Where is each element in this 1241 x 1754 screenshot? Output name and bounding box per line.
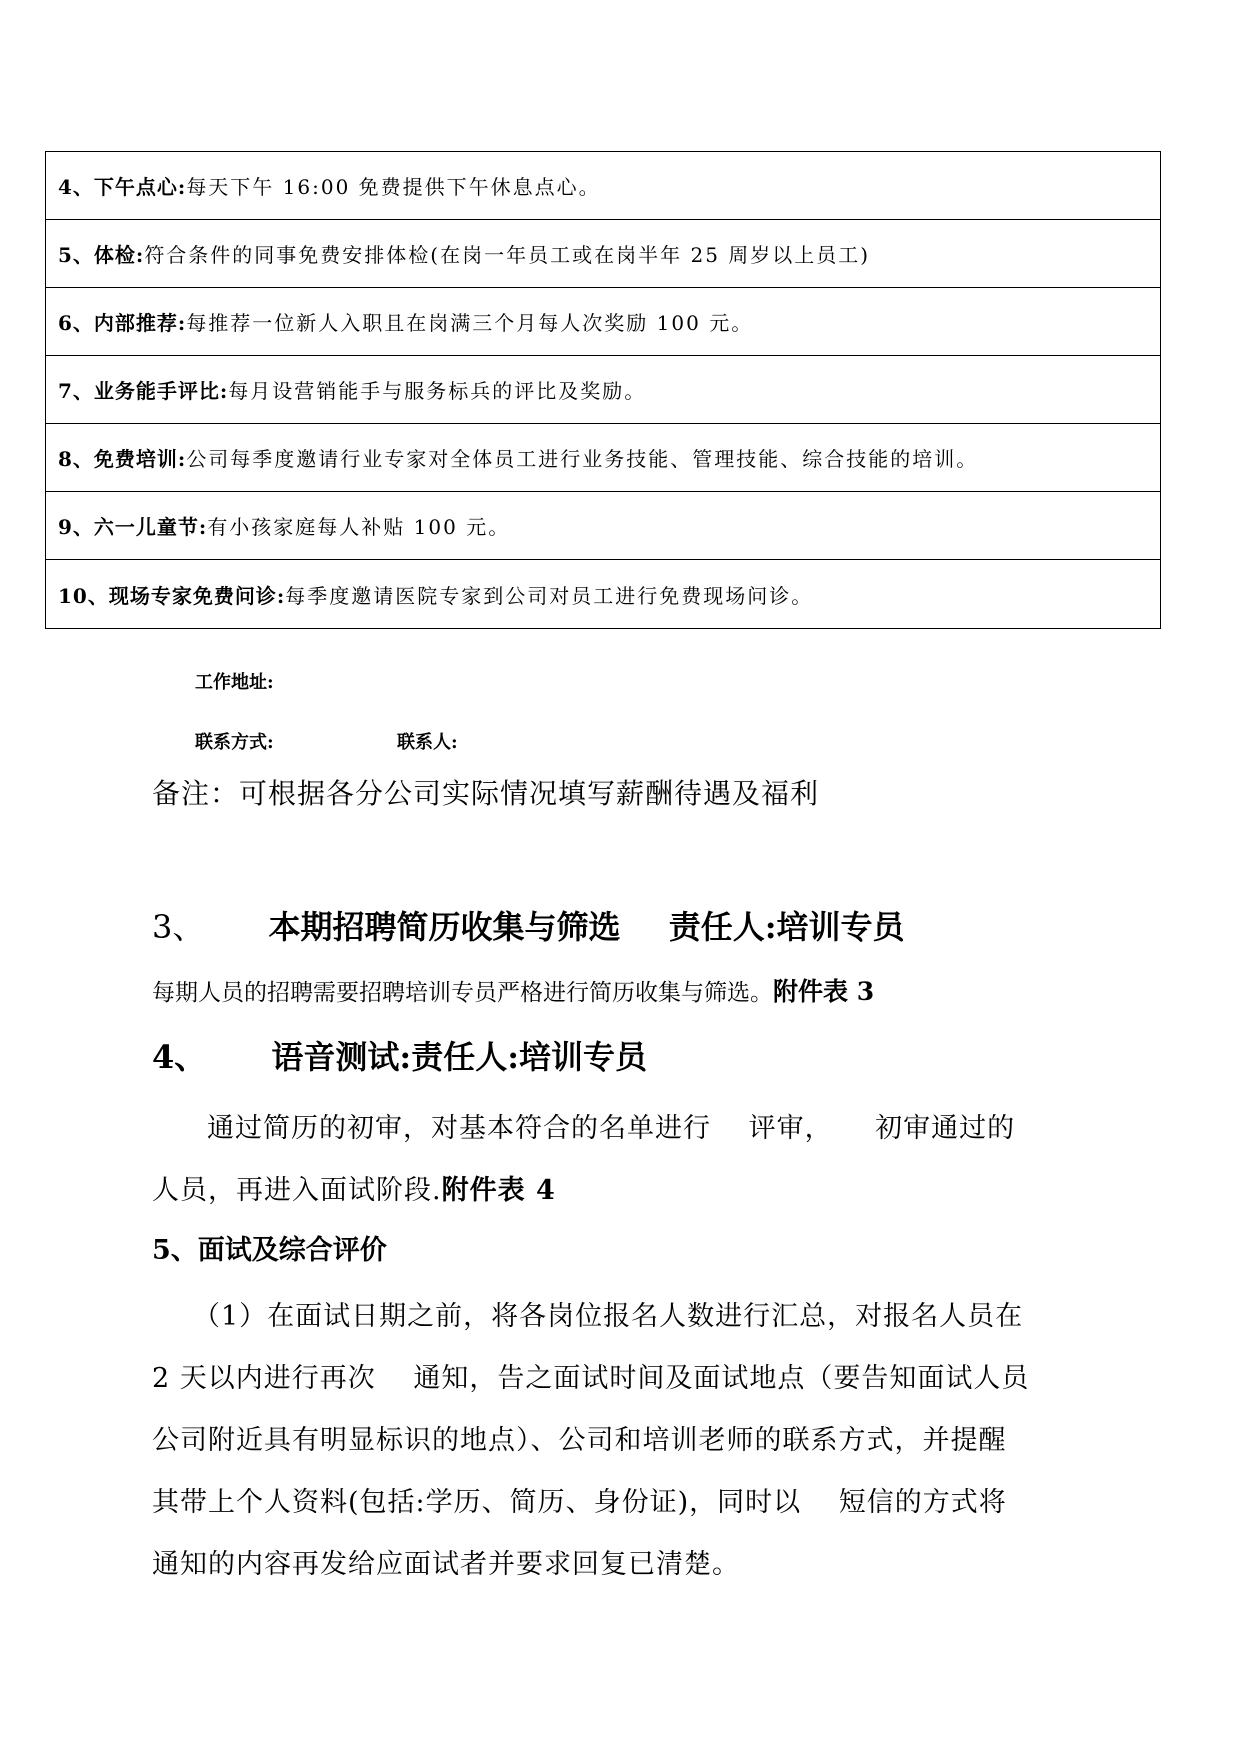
contact-person-label: 联系人: bbox=[397, 732, 458, 753]
section-5-line: 公司附近具有明显标识的地点）、公司和培训老师的联系方式，并提醒 bbox=[152, 1425, 1007, 1456]
section-3-title: 本期招聘简历收集与筛选 bbox=[268, 908, 621, 946]
benefit-row bbox=[46, 356, 1160, 424]
contact-method-label: 联系方式: bbox=[195, 732, 274, 753]
benefit-text: 公司每季度邀请行业专家对全体员工进行业务技能、管理技能、综合技能的培训。 bbox=[186, 447, 979, 471]
section-5-line: 通知的内容再发给应面试者并要求回复已清楚。 bbox=[152, 1549, 740, 1580]
benefit-text: 每推荐一位新人入职且在岗满三个月每人次奖励 100 元。 bbox=[186, 311, 754, 335]
benefit-label: 4、下午点心: bbox=[58, 175, 187, 199]
section-3-text: 每期人员的招聘需要招聘培训专员严格进行简历收集与筛选。 bbox=[152, 980, 773, 1006]
benefit-row bbox=[46, 220, 1160, 288]
section-3-number: 3、 bbox=[152, 908, 205, 946]
section-4-attachment: 附件表 4 bbox=[441, 1175, 556, 1206]
section-5-line: 其带上个人资料(包括:学历、简历、身份证)，同时以 短信的方式将 bbox=[152, 1487, 1007, 1518]
benefit-row bbox=[46, 288, 1160, 356]
benefit-label: 5、体检: bbox=[58, 243, 145, 267]
remark-note: 备注：可根据各分公司实际情况填写薪酬待遇及福利 bbox=[152, 777, 820, 810]
section-4-heading bbox=[152, 1032, 647, 1078]
section-3-attachment: 附件表 3 bbox=[773, 977, 875, 1006]
benefit-row bbox=[46, 152, 1160, 220]
section-3-heading bbox=[152, 902, 905, 948]
section-5-line: （1）在面试日期之前，将各岗位报名人数进行汇总，对报名人员在 bbox=[193, 1301, 1024, 1332]
benefit-text: 符合条件的同事免费安排体检(在岗一年员工或在岗半年 25 周岁以上员工) bbox=[144, 243, 871, 267]
section-5-line: 2 天以内进行再次 通知，告之面试时间及面试地点（要告知面试人员 bbox=[152, 1363, 1030, 1394]
benefit-row bbox=[46, 560, 1160, 628]
section-4-title: 语音测试:责任人:培训专员 bbox=[271, 1038, 648, 1076]
benefit-text: 每月设营销能手与服务标兵的评比及奖励。 bbox=[228, 379, 647, 403]
benefit-label: 7、业务能手评比: bbox=[58, 379, 229, 403]
benefit-label: 10、现场专家免费问诊: bbox=[58, 583, 286, 608]
benefit-row bbox=[46, 424, 1160, 492]
benefit-row bbox=[46, 492, 1160, 560]
section-5-heading: 5、面试及综合评价 bbox=[152, 1235, 387, 1266]
section-3-owner: 责任人:培训专员 bbox=[668, 908, 905, 946]
section-4-line-1: 通过简历的初审，对基本符合的名单进行 评审， 初审通过的 bbox=[207, 1113, 1016, 1144]
section-4-line-2-text: 人员，再进入面试阶段. bbox=[152, 1175, 442, 1206]
benefit-text: 每季度邀请医院专家到公司对员工进行免费现场问诊。 bbox=[285, 583, 814, 608]
benefit-label: 9、六一儿童节: bbox=[58, 515, 208, 539]
benefit-label: 8、免费培训: bbox=[58, 447, 187, 471]
benefit-label: 6、内部推荐: bbox=[58, 311, 187, 335]
work-address-label: 工作地址: bbox=[195, 672, 274, 693]
benefits-table bbox=[45, 151, 1161, 629]
section-3-body bbox=[152, 972, 874, 1008]
benefit-text: 每天下午 16:00 免费提供下午休息点心。 bbox=[186, 175, 601, 199]
section-4-line-2 bbox=[152, 1168, 556, 1207]
section-4-number: 4、 bbox=[152, 1038, 207, 1076]
benefit-text: 有小孩家庭每人补贴 100 元。 bbox=[207, 515, 511, 539]
